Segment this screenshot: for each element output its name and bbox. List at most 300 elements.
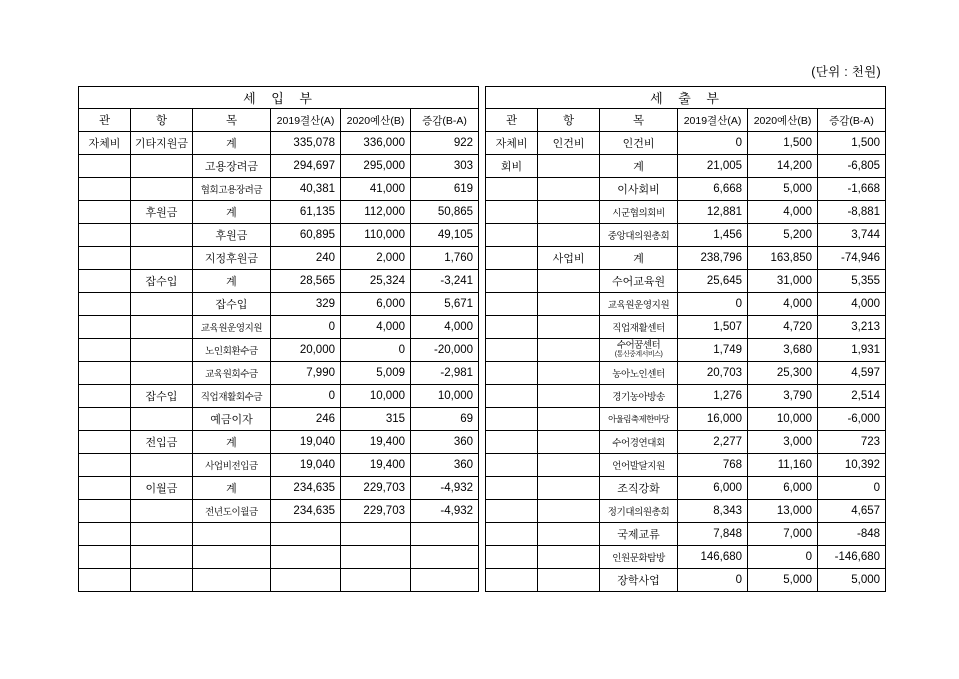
- cell-mok: [600, 339, 678, 362]
- cell-gwan: [79, 385, 131, 408]
- cell-budget-2020: 19,400: [341, 431, 411, 454]
- cell-mok: 직업재활회수금: [193, 385, 271, 408]
- cell-settlement-2019: 21,005: [678, 155, 748, 178]
- table-header-row: [79, 109, 479, 132]
- cell-change: 5,000: [818, 569, 886, 592]
- cell-mok: 계: [600, 155, 678, 178]
- cell-mok: 조직강화: [600, 477, 678, 500]
- cell-budget-2020: 110,000: [341, 224, 411, 247]
- cell-settlement-2019: 40,381: [271, 178, 341, 201]
- cell-mok: 교육원운영지원: [600, 293, 678, 316]
- cell-settlement-2019: 25,645: [678, 270, 748, 293]
- cell-change: -3,241: [411, 270, 479, 293]
- cell-mok: [193, 523, 271, 546]
- cell-mok: 수어교육원: [600, 270, 678, 293]
- cell-settlement-2019: 1,507: [678, 316, 748, 339]
- cell-hang: [538, 431, 600, 454]
- cell-change: 2,514: [818, 385, 886, 408]
- cell-gwan: [79, 316, 131, 339]
- cell-settlement-2019: 8,343: [678, 500, 748, 523]
- cell-budget-2020: 0: [748, 546, 818, 569]
- table-row: [79, 408, 479, 431]
- cell-hang: [538, 546, 600, 569]
- cell-gwan: [79, 293, 131, 316]
- cell-budget-2020: 3,680: [748, 339, 818, 362]
- table-row: [79, 293, 479, 316]
- cell-change: 619: [411, 178, 479, 201]
- cell-budget-2020: 4,720: [748, 316, 818, 339]
- cell-change: 69: [411, 408, 479, 431]
- cell-mok: 계: [193, 201, 271, 224]
- cell-settlement-2019: [271, 546, 341, 569]
- cell-settlement-2019: 768: [678, 454, 748, 477]
- cell-change: 50,865: [411, 201, 479, 224]
- cell-mok: 시군협의회비: [600, 201, 678, 224]
- cell-hang: [131, 316, 193, 339]
- cell-change: 5,671: [411, 293, 479, 316]
- cell-settlement-2019: 12,881: [678, 201, 748, 224]
- cell-hang: 후원금: [131, 201, 193, 224]
- cell-budget-2020: 229,703: [341, 477, 411, 500]
- cell-change: [411, 569, 479, 592]
- cell-change: 10,000: [411, 385, 479, 408]
- table-row: [486, 316, 886, 339]
- table-row: [486, 569, 886, 592]
- cell-settlement-2019: 7,990: [271, 362, 341, 385]
- cell-change: -848: [818, 523, 886, 546]
- cell-budget-2020: 25,324: [341, 270, 411, 293]
- header-mok: 목: [193, 109, 271, 132]
- cell-change: 3,744: [818, 224, 886, 247]
- cell-gwan: [486, 431, 538, 454]
- cell-hang: [131, 224, 193, 247]
- cell-hang: [131, 408, 193, 431]
- cell-hang: [131, 569, 193, 592]
- cell-change: 4,597: [818, 362, 886, 385]
- cell-mok: 중앙대의원총회: [600, 224, 678, 247]
- table-row: [486, 293, 886, 316]
- cell-gwan: [486, 523, 538, 546]
- cell-hang: [131, 500, 193, 523]
- cell-budget-2020: 10,000: [341, 385, 411, 408]
- cell-change: 303: [411, 155, 479, 178]
- cell-change: 4,000: [818, 293, 886, 316]
- cell-settlement-2019: [271, 523, 341, 546]
- expenditure-table: [485, 86, 886, 592]
- cell-hang: [538, 270, 600, 293]
- table-row: [79, 362, 479, 385]
- cell-settlement-2019: 0: [271, 316, 341, 339]
- cell-mok: 후원금: [193, 224, 271, 247]
- cell-mok: 계: [193, 477, 271, 500]
- cell-gwan: [79, 546, 131, 569]
- cell-settlement-2019: 7,848: [678, 523, 748, 546]
- cell-budget-2020: 5,000: [748, 569, 818, 592]
- cell-mok: 인원문화탐방: [600, 546, 678, 569]
- cell-hang: [131, 155, 193, 178]
- cell-settlement-2019: 0: [271, 385, 341, 408]
- cell-change: 4,657: [818, 500, 886, 523]
- cell-budget-2020: [341, 546, 411, 569]
- cell-change: 4,000: [411, 316, 479, 339]
- cell-settlement-2019: 0: [678, 132, 748, 155]
- cell-gwan: [486, 224, 538, 247]
- cell-gwan: [486, 546, 538, 569]
- cell-gwan: [486, 454, 538, 477]
- cell-change: 1,931: [818, 339, 886, 362]
- cell-settlement-2019: 16,000: [678, 408, 748, 431]
- cell-mok: 계: [193, 132, 271, 155]
- cell-gwan: [79, 224, 131, 247]
- cell-gwan: [486, 500, 538, 523]
- table-row: [486, 431, 886, 454]
- cell-hang: [538, 477, 600, 500]
- cell-settlement-2019: 6,668: [678, 178, 748, 201]
- cell-change: 922: [411, 132, 479, 155]
- table-row: [79, 477, 479, 500]
- cell-budget-2020: 5,009: [341, 362, 411, 385]
- cell-settlement-2019: 234,635: [271, 500, 341, 523]
- table-row: [79, 132, 479, 155]
- cell-budget-2020: [341, 569, 411, 592]
- cell-settlement-2019: 19,040: [271, 431, 341, 454]
- cell-gwan: [79, 500, 131, 523]
- cell-hang: 인건비: [538, 132, 600, 155]
- cell-hang: [538, 201, 600, 224]
- cell-mok: 장학사업: [600, 569, 678, 592]
- cell-hang: [538, 454, 600, 477]
- cell-mok: 언어발달지원: [600, 454, 678, 477]
- cell-gwan: [79, 247, 131, 270]
- cell-gwan: [79, 270, 131, 293]
- table-row: [486, 546, 886, 569]
- header-gwan: 관: [486, 109, 538, 132]
- cell-mok: [193, 546, 271, 569]
- cell-gwan: [79, 477, 131, 500]
- cell-gwan: [79, 178, 131, 201]
- cell-budget-2020: 14,200: [748, 155, 818, 178]
- cell-mok: 계: [193, 431, 271, 454]
- table-row: [486, 201, 886, 224]
- cell-change: -6,805: [818, 155, 886, 178]
- cell-change: 10,392: [818, 454, 886, 477]
- cell-settlement-2019: 6,000: [678, 477, 748, 500]
- cell-change: [411, 546, 479, 569]
- cell-gwan: [79, 408, 131, 431]
- table-row: [486, 500, 886, 523]
- cell-change: -8,881: [818, 201, 886, 224]
- cell-gwan: [486, 270, 538, 293]
- cell-mok: 정기대의원총회: [600, 500, 678, 523]
- cell-budget-2020: 229,703: [341, 500, 411, 523]
- cell-budget-2020: 0: [341, 339, 411, 362]
- cell-change: 360: [411, 431, 479, 454]
- cell-gwan: [79, 362, 131, 385]
- cell-gwan: 회비: [486, 155, 538, 178]
- cell-hang: [131, 339, 193, 362]
- cell-change: 1,500: [818, 132, 886, 155]
- cell-gwan: [79, 523, 131, 546]
- cell-hang: [538, 339, 600, 362]
- cell-budget-2020: 41,000: [341, 178, 411, 201]
- cell-budget-2020: 3,000: [748, 431, 818, 454]
- cell-settlement-2019: 61,135: [271, 201, 341, 224]
- cell-mok: 수어경연대회: [600, 431, 678, 454]
- header-change: 증감(B-A): [818, 109, 886, 132]
- table-row: [79, 316, 479, 339]
- cell-change: -4,932: [411, 500, 479, 523]
- cell-mok: 계: [193, 270, 271, 293]
- tables-container: [78, 86, 884, 592]
- table-header-row: [486, 109, 886, 132]
- table-row: [486, 178, 886, 201]
- cell-hang: [131, 523, 193, 546]
- cell-settlement-2019: 20,000: [271, 339, 341, 362]
- cell-change: -1,668: [818, 178, 886, 201]
- table-row: [486, 523, 886, 546]
- cell-mok: 전년도이월금: [193, 500, 271, 523]
- cell-settlement-2019: 1,276: [678, 385, 748, 408]
- cell-gwan: [79, 201, 131, 224]
- cell-settlement-2019: 234,635: [271, 477, 341, 500]
- cell-mok: 농아노인센터: [600, 362, 678, 385]
- cell-change: 3,213: [818, 316, 886, 339]
- cell-change: -4,932: [411, 477, 479, 500]
- cell-budget-2020: [341, 523, 411, 546]
- table-row: [79, 224, 479, 247]
- cell-gwan: [79, 431, 131, 454]
- cell-settlement-2019: 28,565: [271, 270, 341, 293]
- cell-mok: 사업비전입금: [193, 454, 271, 477]
- cell-budget-2020: 315: [341, 408, 411, 431]
- cell-budget-2020: 31,000: [748, 270, 818, 293]
- cell-gwan: [486, 362, 538, 385]
- cell-settlement-2019: 2,277: [678, 431, 748, 454]
- cell-hang: [538, 408, 600, 431]
- cell-change: -74,946: [818, 247, 886, 270]
- cell-budget-2020: 1,500: [748, 132, 818, 155]
- table-row: [79, 569, 479, 592]
- cell-hang: [538, 178, 600, 201]
- cell-change: 360: [411, 454, 479, 477]
- cell-budget-2020: 7,000: [748, 523, 818, 546]
- cell-mok: 교육원회수금: [193, 362, 271, 385]
- cell-hang: 전입금: [131, 431, 193, 454]
- cell-hang: [538, 569, 600, 592]
- cell-budget-2020: 4,000: [748, 293, 818, 316]
- cell-mok: 고용장려금: [193, 155, 271, 178]
- cell-budget-2020: 10,000: [748, 408, 818, 431]
- cell-gwan: [486, 178, 538, 201]
- cell-change: -20,000: [411, 339, 479, 362]
- header-2020-budget: 2020예산(B): [748, 109, 818, 132]
- table-row: [486, 339, 886, 362]
- cell-hang: [131, 247, 193, 270]
- cell-hang: 기타지원금: [131, 132, 193, 155]
- cell-settlement-2019: 238,796: [678, 247, 748, 270]
- cell-settlement-2019: 294,697: [271, 155, 341, 178]
- cell-gwan: [79, 454, 131, 477]
- cell-hang: [538, 362, 600, 385]
- table-row: [79, 385, 479, 408]
- cell-mok: 아울림축제한마당: [600, 408, 678, 431]
- table-row: [79, 546, 479, 569]
- cell-mok: 직업재활센터: [600, 316, 678, 339]
- cell-mok: [193, 569, 271, 592]
- table-row: [79, 454, 479, 477]
- table-row: [79, 201, 479, 224]
- cell-gwan: [486, 293, 538, 316]
- cell-budget-2020: 25,300: [748, 362, 818, 385]
- cell-budget-2020: 4,000: [341, 316, 411, 339]
- revenue-table-body: [79, 132, 479, 592]
- cell-change: 0: [818, 477, 886, 500]
- cell-hang: [538, 293, 600, 316]
- table-row: [486, 454, 886, 477]
- cell-gwan: [79, 155, 131, 178]
- cell-gwan: [486, 316, 538, 339]
- cell-settlement-2019: 19,040: [271, 454, 341, 477]
- table-row: [486, 155, 886, 178]
- cell-gwan: [486, 477, 538, 500]
- header-2019-settlement: 2019결산(A): [678, 109, 748, 132]
- cell-hang: [538, 316, 600, 339]
- table-row: [79, 431, 479, 454]
- cell-gwan: [486, 408, 538, 431]
- table-row: [486, 224, 886, 247]
- cell-mok-sub: (통신중계서비스): [614, 351, 663, 359]
- cell-mok: 협회고용장려금: [193, 178, 271, 201]
- cell-hang: [131, 454, 193, 477]
- cell-settlement-2019: 0: [678, 569, 748, 592]
- cell-gwan: [486, 339, 538, 362]
- cell-change: 723: [818, 431, 886, 454]
- cell-gwan: 자체비: [79, 132, 131, 155]
- cell-change: 5,355: [818, 270, 886, 293]
- table-row: [79, 339, 479, 362]
- cell-gwan: [486, 385, 538, 408]
- cell-hang: 잡수입: [131, 385, 193, 408]
- header-2019-settlement: 2019결산(A): [271, 109, 341, 132]
- cell-budget-2020: 19,400: [341, 454, 411, 477]
- expenditure-table-body: [486, 132, 886, 592]
- cell-settlement-2019: 246: [271, 408, 341, 431]
- cell-mok: 계: [600, 247, 678, 270]
- table-title-row: [486, 87, 886, 109]
- cell-budget-2020: 6,000: [341, 293, 411, 316]
- cell-change: [411, 523, 479, 546]
- header-mok: 목: [600, 109, 678, 132]
- header-change: 증감(B-A): [411, 109, 479, 132]
- cell-hang: [131, 362, 193, 385]
- header-hang: 항: [538, 109, 600, 132]
- cell-settlement-2019: 60,895: [271, 224, 341, 247]
- cell-gwan: [79, 569, 131, 592]
- cell-gwan: [486, 247, 538, 270]
- table-title-row: [79, 87, 479, 109]
- table-row: [486, 362, 886, 385]
- cell-budget-2020: 112,000: [341, 201, 411, 224]
- cell-budget-2020: 336,000: [341, 132, 411, 155]
- cell-budget-2020: 163,850: [748, 247, 818, 270]
- revenue-table: [78, 86, 479, 592]
- cell-mok: 노인회환수금: [193, 339, 271, 362]
- cell-settlement-2019: [271, 569, 341, 592]
- table-row: [79, 247, 479, 270]
- cell-budget-2020: 4,000: [748, 201, 818, 224]
- expenditure-table-title: 세 출 부: [486, 87, 886, 109]
- table-row: [486, 408, 886, 431]
- cell-hang: 사업비: [538, 247, 600, 270]
- table-row: [486, 477, 886, 500]
- cell-mok: 예금이자: [193, 408, 271, 431]
- cell-mok: 경기농아방송: [600, 385, 678, 408]
- cell-budget-2020: 5,200: [748, 224, 818, 247]
- cell-mok: 국제교류: [600, 523, 678, 546]
- cell-gwan: 자체비: [486, 132, 538, 155]
- cell-hang: [538, 500, 600, 523]
- cell-settlement-2019: 335,078: [271, 132, 341, 155]
- cell-hang: [131, 546, 193, 569]
- cell-budget-2020: 11,160: [748, 454, 818, 477]
- cell-settlement-2019: 240: [271, 247, 341, 270]
- cell-hang: [131, 293, 193, 316]
- cell-settlement-2019: 1,456: [678, 224, 748, 247]
- unit-note: (단위 : 천원): [811, 65, 881, 79]
- table-row: [79, 523, 479, 546]
- table-row: [79, 500, 479, 523]
- cell-budget-2020: 6,000: [748, 477, 818, 500]
- cell-mok: 잡수입: [193, 293, 271, 316]
- table-row: [79, 270, 479, 293]
- table-row: [486, 132, 886, 155]
- cell-settlement-2019: 20,703: [678, 362, 748, 385]
- cell-hang: [538, 523, 600, 546]
- cell-budget-2020: 295,000: [341, 155, 411, 178]
- cell-hang: 이월금: [131, 477, 193, 500]
- header-hang: 항: [131, 109, 193, 132]
- cell-gwan: [486, 569, 538, 592]
- cell-change: -146,680: [818, 546, 886, 569]
- cell-mok: 이사회비: [600, 178, 678, 201]
- cell-budget-2020: 2,000: [341, 247, 411, 270]
- cell-gwan: [79, 339, 131, 362]
- cell-hang: [538, 385, 600, 408]
- header-gwan: 관: [79, 109, 131, 132]
- cell-change: -6,000: [818, 408, 886, 431]
- table-row: [79, 155, 479, 178]
- cell-mok: 인건비: [600, 132, 678, 155]
- cell-change: -2,981: [411, 362, 479, 385]
- cell-change: 49,105: [411, 224, 479, 247]
- cell-change: 1,760: [411, 247, 479, 270]
- header-2020-budget: 2020예산(B): [341, 109, 411, 132]
- cell-mok: 지정후원금: [193, 247, 271, 270]
- cell-settlement-2019: 146,680: [678, 546, 748, 569]
- cell-settlement-2019: 1,749: [678, 339, 748, 362]
- cell-gwan: [486, 201, 538, 224]
- cell-mok-main: 수어꿈센터: [616, 340, 661, 352]
- cell-settlement-2019: 0: [678, 293, 748, 316]
- cell-settlement-2019: 329: [271, 293, 341, 316]
- cell-hang: 잡수입: [131, 270, 193, 293]
- table-row: [486, 270, 886, 293]
- cell-budget-2020: 3,790: [748, 385, 818, 408]
- cell-hang: [538, 224, 600, 247]
- table-row: [79, 178, 479, 201]
- revenue-table-title: 세 입 부: [79, 87, 479, 109]
- cell-mok: 교육원운영지원: [193, 316, 271, 339]
